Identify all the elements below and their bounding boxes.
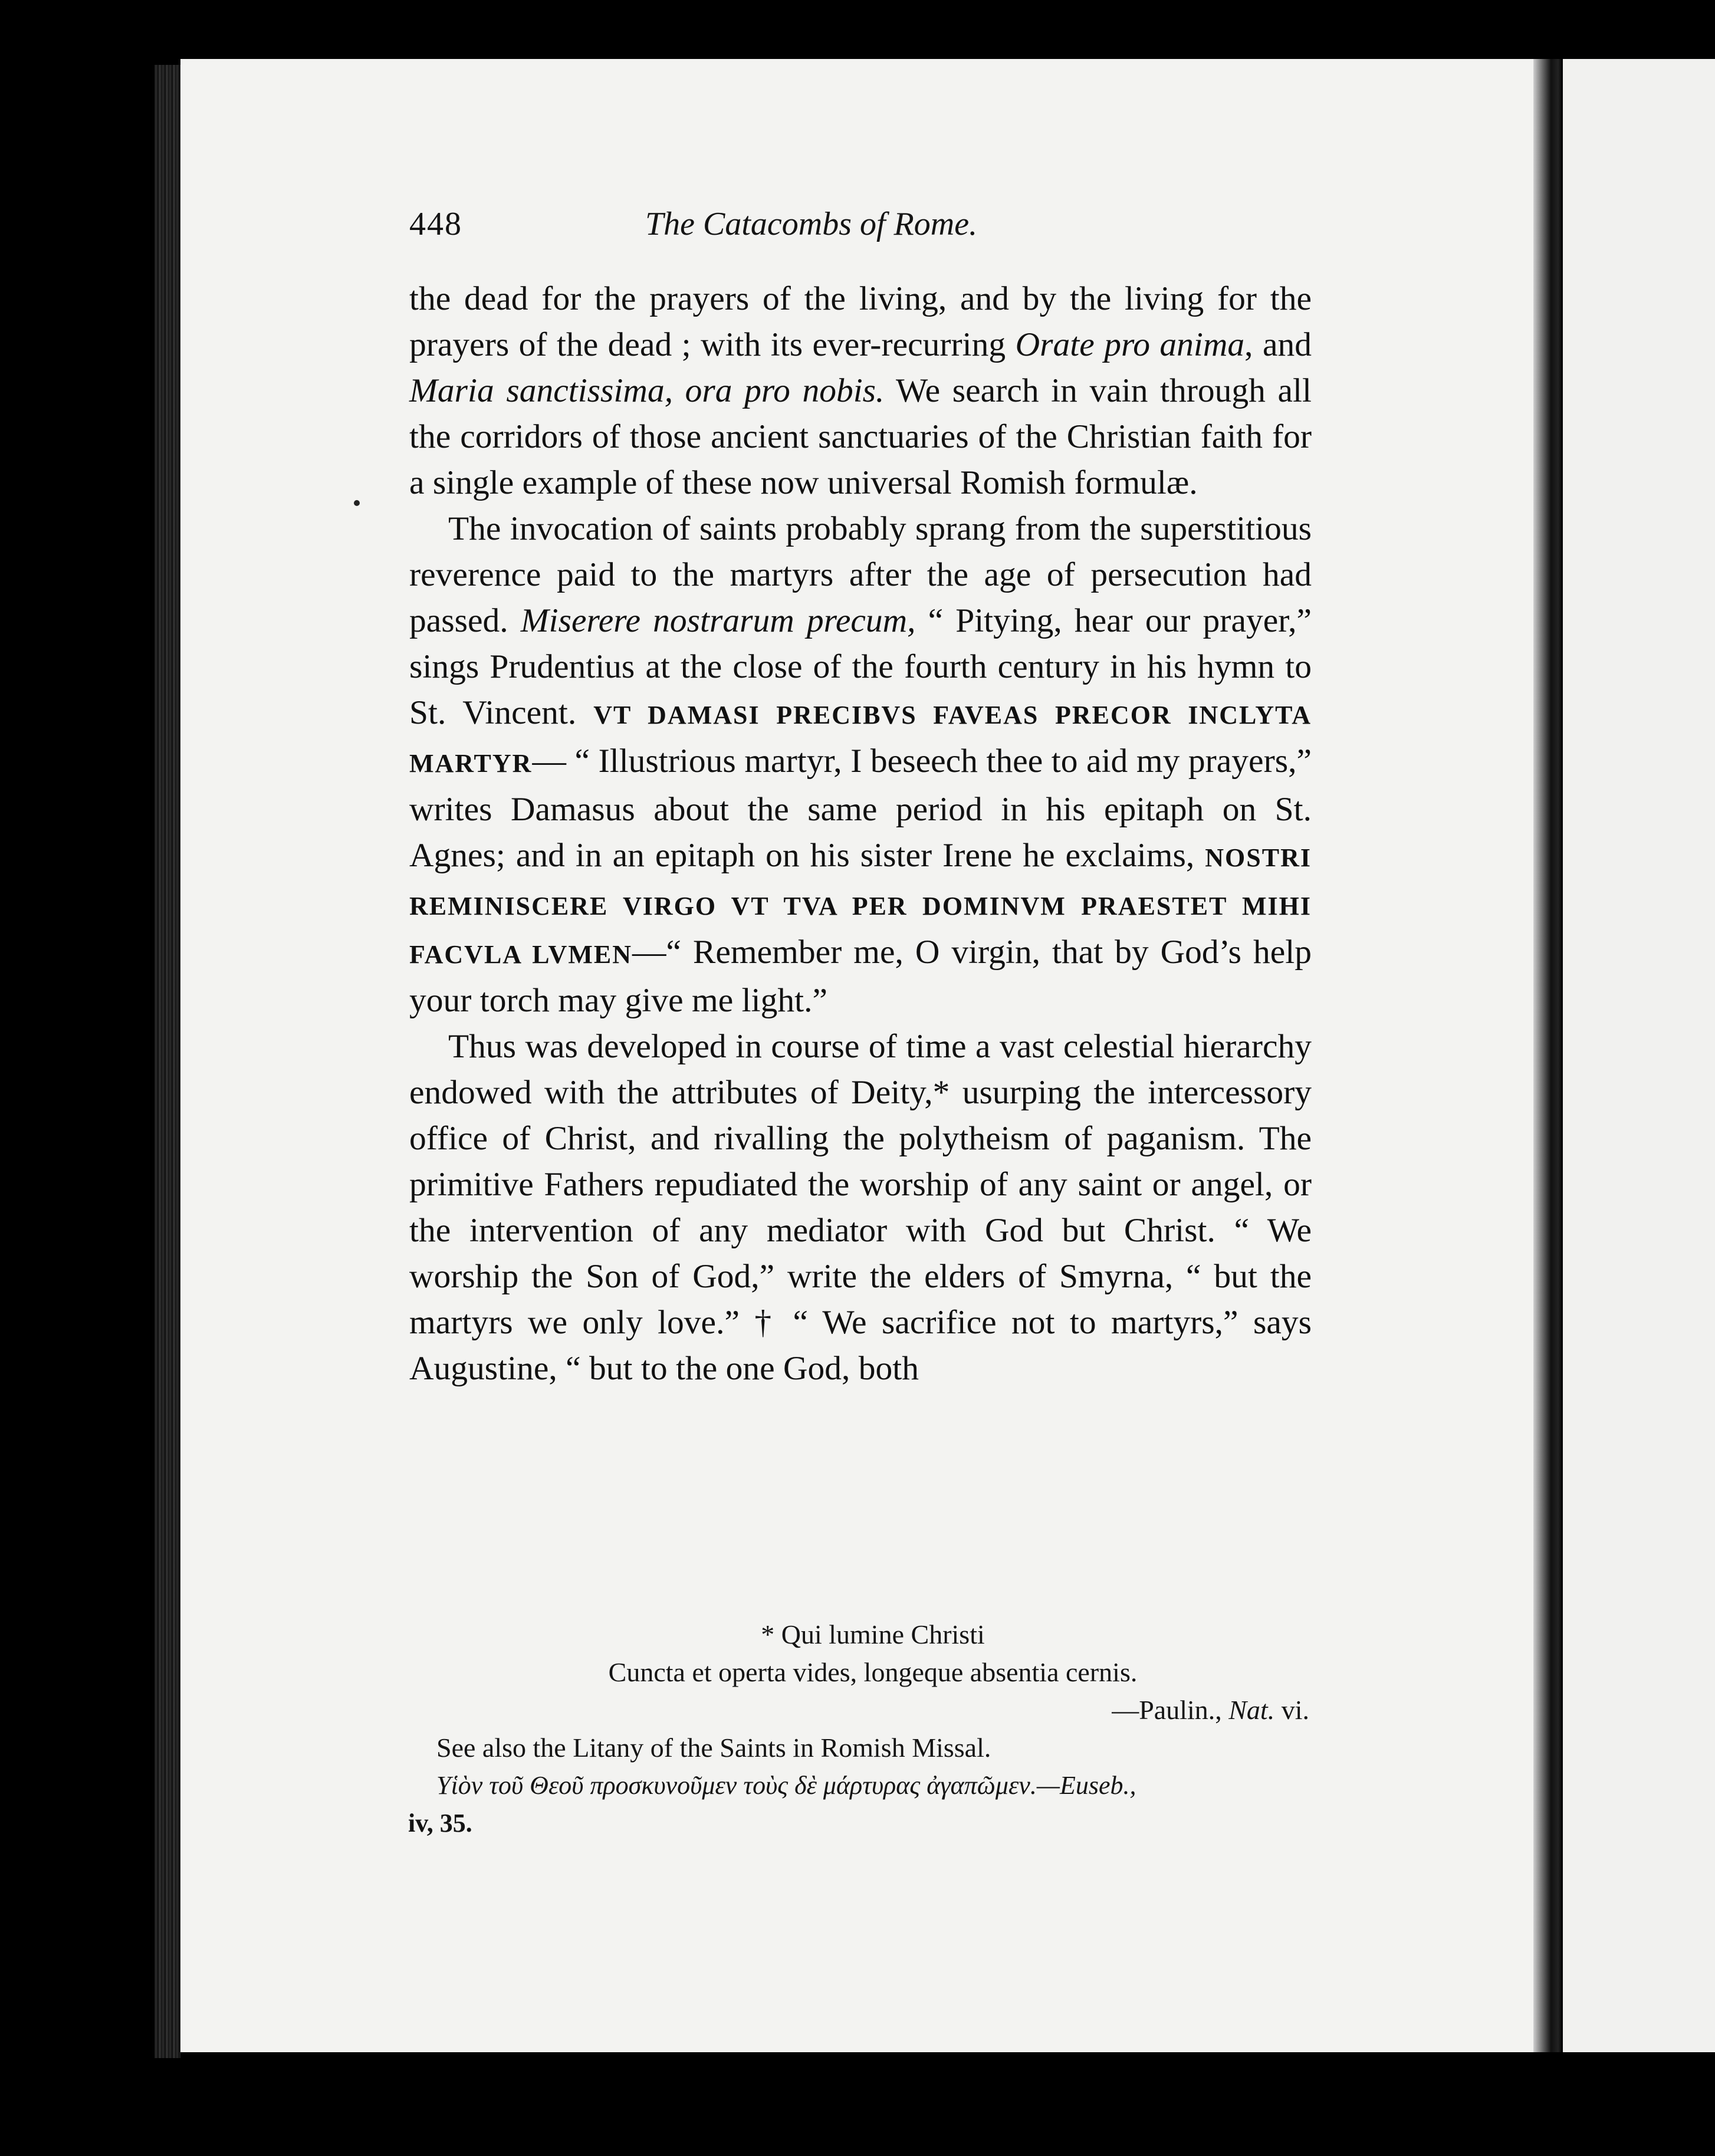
body-text <box>409 276 1312 1392</box>
inscription-damasus: VT DAMASI PRECIBVS FAVEAS PRECOR INCLYTA MARTYR <box>409 701 1312 778</box>
p2-text-d: —“ Remember me, O virgin, that by God’s help your torch may give me light.” <box>409 934 1312 1019</box>
footnote-1-source <box>436 1691 1309 1729</box>
p2-text-c: — “ Illustrious martyr, I beseech thee to aid my prayers,” writes Damasus about the same period in his epitaph on St. Agnes; and in an epitaph on his sister Irene he exclaims, <box>409 742 1312 874</box>
footnote-1-line-1: * Qui lumine Christi <box>761 1619 985 1649</box>
footnote-1-source-author: —Paulin., <box>1112 1695 1229 1725</box>
p1-text-b: , and <box>1244 326 1312 363</box>
footnote-1-source-work: Nat. <box>1228 1695 1275 1725</box>
p3-text-a: Thus was developed in course of time a vast celestial hierarchy endowed with the attributes of Deity,* usurping the intercessory office of Christ, and rivalling the polytheism of paganism. The primitive Fathers repudiated the worship of any saint or angel, or the intervention of any mediator with God but Christ. “ We worship the Son of God,” write the elders of Smyrna, “ but the martyrs we only love.” † “ We sacrifice not to martyrs,” says Augustine, “ but to the one God, both <box>409 1028 1312 1387</box>
paragraph-1 <box>409 276 1312 506</box>
footnote-2-source: Euseb., <box>1059 1771 1136 1800</box>
p2-text-a: The invocation of saints probably sprang from the superstitious reverence paid to the martyrs after the age of persecution had passed. <box>409 510 1312 639</box>
page-header <box>409 205 1105 258</box>
footnote-1-source-num: vi. <box>1274 1695 1309 1725</box>
inscription-irene: NOSTRI REMINISCERE VIRGO VT TVA PER DOMINVM PRAESTET MIHI FACVLA LVMEN <box>409 843 1312 969</box>
running-title: The Catacombs of Rome. <box>645 206 978 242</box>
footnote-1-line-4: See also the Litany of the Saints in Romish Missal. <box>436 1733 991 1763</box>
footnotes <box>408 1616 1309 1842</box>
latin-phrase-orate: Orate pro anima <box>1015 326 1245 363</box>
paragraph-2 <box>409 506 1312 1024</box>
footnote-2-greek-text: Υἱὸν τοῦ Θεοῦ προσκυνοῦμεν τοὺς δὲ μάρτυρας ἀγαπῶμεν.— <box>436 1771 1060 1800</box>
footnote-2-greek <box>436 1767 1309 1805</box>
p2-text-b: “ Pitying, hear our prayer,” sings Prudentius at the close of the fourth century in his hymn to St. Vincent. <box>409 602 1312 731</box>
page-number: 448 <box>409 206 462 242</box>
p1-text-a: the dead for the prayers of the living, and by the living for the prayers of the dead ; with its ever-recurring <box>409 280 1312 363</box>
footnote-2-reference: iv, 35. <box>408 1809 472 1838</box>
page-gutter <box>1533 59 1563 2052</box>
latin-phrase-miserere: Miserere nostrarum precum, <box>520 602 916 639</box>
paragraph-3 <box>409 1024 1312 1392</box>
stray-ink-mark <box>354 500 360 506</box>
adjacent-page-edge <box>1563 59 1715 2052</box>
book-binding-edge <box>155 65 180 2058</box>
footnote-1-line-2: Cuncta et operta vides, longeque absentia cernis. <box>608 1657 1138 1687</box>
latin-phrase-maria: Maria sanctissima, ora pro nobis. <box>409 372 885 409</box>
p1-text-c: We search in vain through all the corridors of those ancient sanctuaries of the Christian faith for a single example of these now universal Romish formulæ. <box>409 372 1312 501</box>
